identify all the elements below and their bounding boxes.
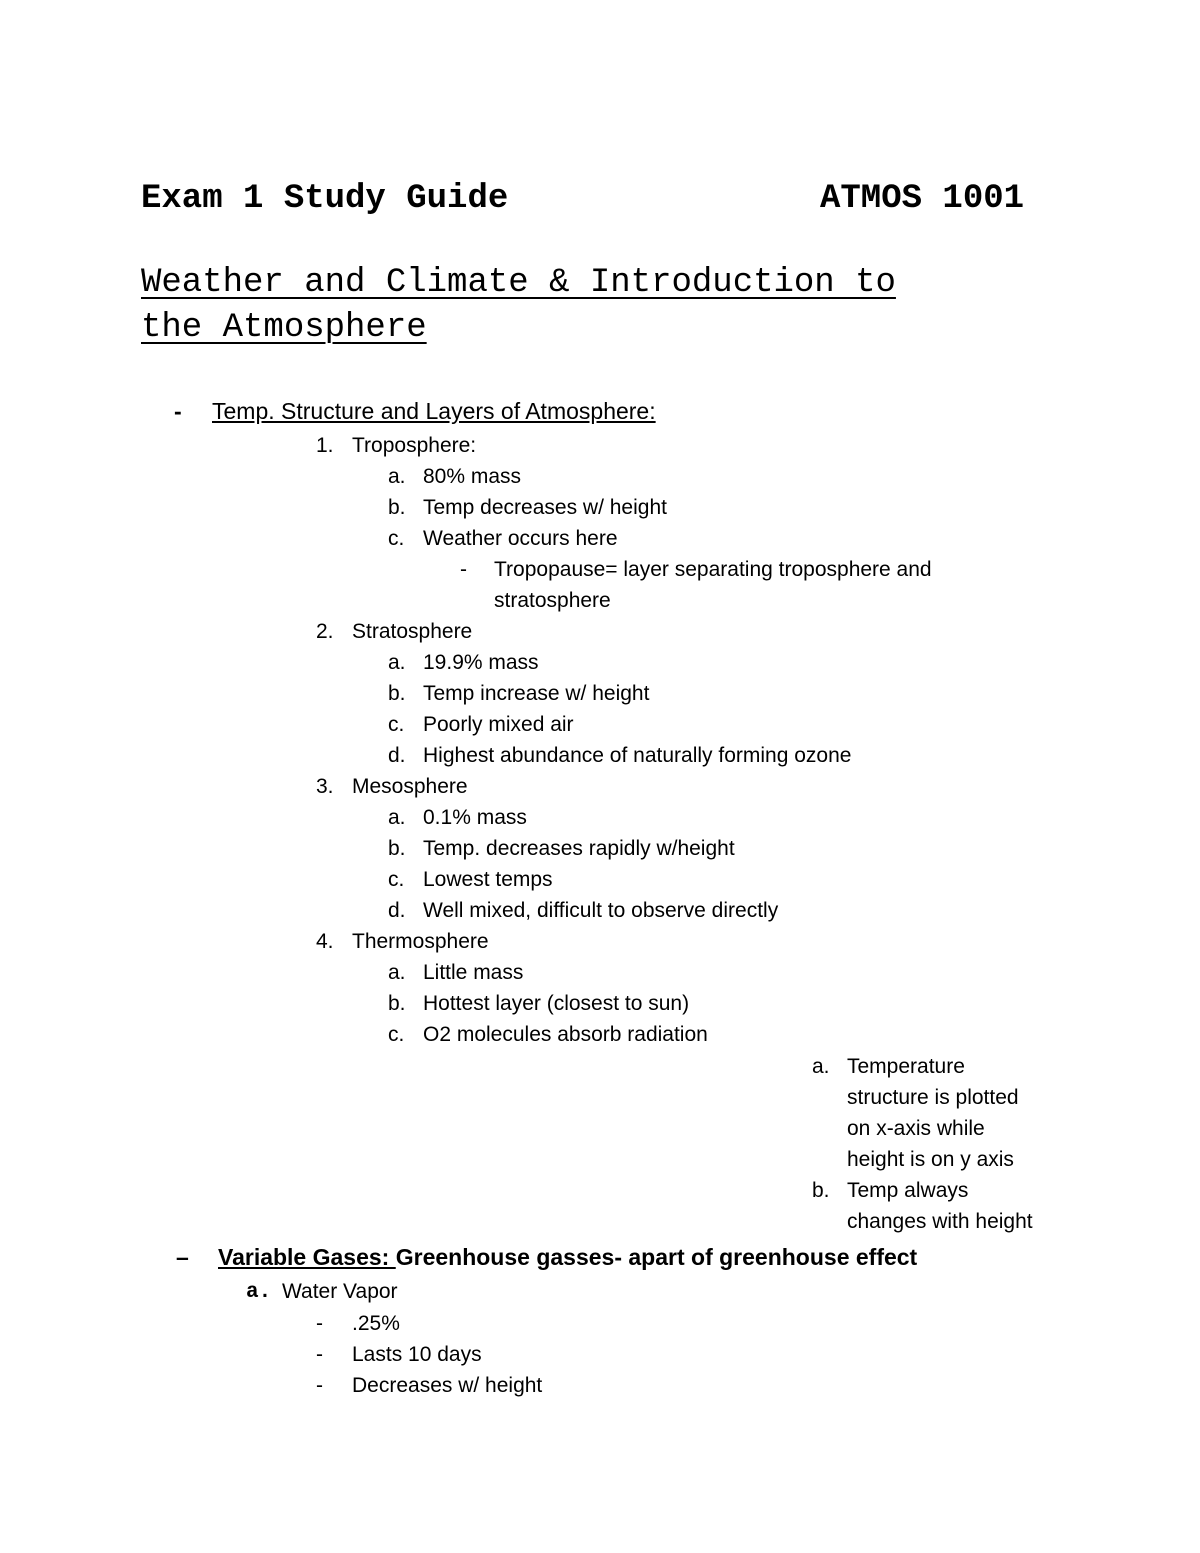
side-note-line: on x-axis while bbox=[847, 1117, 985, 1140]
list-item-marker: c. bbox=[388, 527, 405, 550]
side-note-line: Temp always bbox=[847, 1179, 969, 1202]
list-item: Poorly mixed air bbox=[423, 713, 574, 736]
water-vapor-detail: Decreases w/ height bbox=[352, 1374, 543, 1397]
layer-name: Thermosphere bbox=[352, 930, 489, 953]
list-item-marker: a. bbox=[388, 651, 406, 674]
tropopause-note-continued: stratosphere bbox=[494, 589, 611, 612]
list-item: 19.9% mass bbox=[423, 651, 539, 674]
list-item-marker: a. bbox=[388, 806, 406, 829]
list-item: Highest abundance of naturally forming ozone bbox=[423, 744, 852, 767]
side-note-line: height is on y axis bbox=[847, 1148, 1014, 1171]
water-vapor-label: Water Vapor bbox=[282, 1280, 398, 1303]
water-vapor-marker: a. bbox=[246, 1281, 272, 1304]
layer-name: Troposphere: bbox=[352, 434, 477, 457]
list-item: 80% mass bbox=[423, 465, 522, 488]
side-note-marker: b. bbox=[812, 1179, 830, 1202]
list-item-marker: d. bbox=[388, 744, 406, 767]
section-title-line-1: Weather and Climate & Introduction to bbox=[141, 264, 896, 302]
course-code: ATMOS 1001 bbox=[820, 180, 1025, 218]
list-item: 0.1% mass bbox=[423, 806, 527, 829]
sub-bullet-marker: - bbox=[316, 1374, 323, 1397]
list-item: Temp increase w/ height bbox=[423, 682, 650, 705]
list-item: Little mass bbox=[423, 961, 524, 984]
bullet-marker: - bbox=[174, 398, 182, 424]
list-item-marker: c. bbox=[388, 1023, 405, 1046]
section-title-line-2: the Atmosphere bbox=[141, 309, 427, 347]
list-item: Lowest temps bbox=[423, 868, 553, 891]
layer-number: 4. bbox=[316, 930, 334, 953]
layer-name: Stratosphere bbox=[352, 620, 473, 643]
water-vapor-detail: .25% bbox=[352, 1312, 400, 1335]
sub-bullet-marker: - bbox=[316, 1343, 323, 1366]
document-title: Exam 1 Study Guide bbox=[141, 180, 509, 218]
list-item-marker: d. bbox=[388, 899, 406, 922]
list-item-marker: b. bbox=[388, 496, 406, 519]
sub-bullet-marker: - bbox=[316, 1312, 323, 1335]
list-item: Temp. decreases rapidly w/height bbox=[423, 837, 735, 860]
tropopause-note: Tropopause= layer separating troposphere and bbox=[494, 558, 932, 581]
list-item-marker: c. bbox=[388, 713, 405, 736]
variable-gases-label: Variable Gases: bbox=[218, 1244, 396, 1270]
list-item: Weather occurs here bbox=[423, 527, 618, 550]
side-note-marker: a. bbox=[812, 1055, 830, 1078]
list-item-marker: b. bbox=[388, 837, 406, 860]
variable-gases-heading bbox=[218, 1244, 917, 1271]
side-note-line: structure is plotted bbox=[847, 1086, 1019, 1109]
list-item: O2 molecules absorb radiation bbox=[423, 1023, 708, 1046]
layer-name: Mesosphere bbox=[352, 775, 468, 798]
water-vapor-detail: Lasts 10 days bbox=[352, 1343, 482, 1366]
list-item: Temp decreases w/ height bbox=[423, 496, 667, 519]
layer-number: 3. bbox=[316, 775, 334, 798]
list-item-marker: b. bbox=[388, 992, 406, 1015]
layer-number: 2. bbox=[316, 620, 334, 643]
list-item: Hottest layer (closest to sun) bbox=[423, 992, 690, 1015]
variable-gases-description: Greenhouse gasses- apart of greenhouse effect bbox=[395, 1244, 918, 1270]
layer-number: 1. bbox=[316, 434, 334, 457]
list-item-marker: a. bbox=[388, 961, 406, 984]
sub-bullet-marker: - bbox=[460, 558, 467, 581]
side-note-line: Temperature bbox=[847, 1055, 965, 1078]
layers-heading: Temp. Structure and Layers of Atmosphere: bbox=[212, 398, 656, 424]
list-item-marker: c. bbox=[388, 868, 405, 891]
list-item-marker: a. bbox=[388, 465, 406, 488]
side-note-line: changes with height bbox=[847, 1210, 1033, 1233]
list-item: Well mixed, difficult to observe directly bbox=[423, 899, 779, 922]
bullet-marker-2: – bbox=[176, 1244, 189, 1270]
list-item-marker: b. bbox=[388, 682, 406, 705]
